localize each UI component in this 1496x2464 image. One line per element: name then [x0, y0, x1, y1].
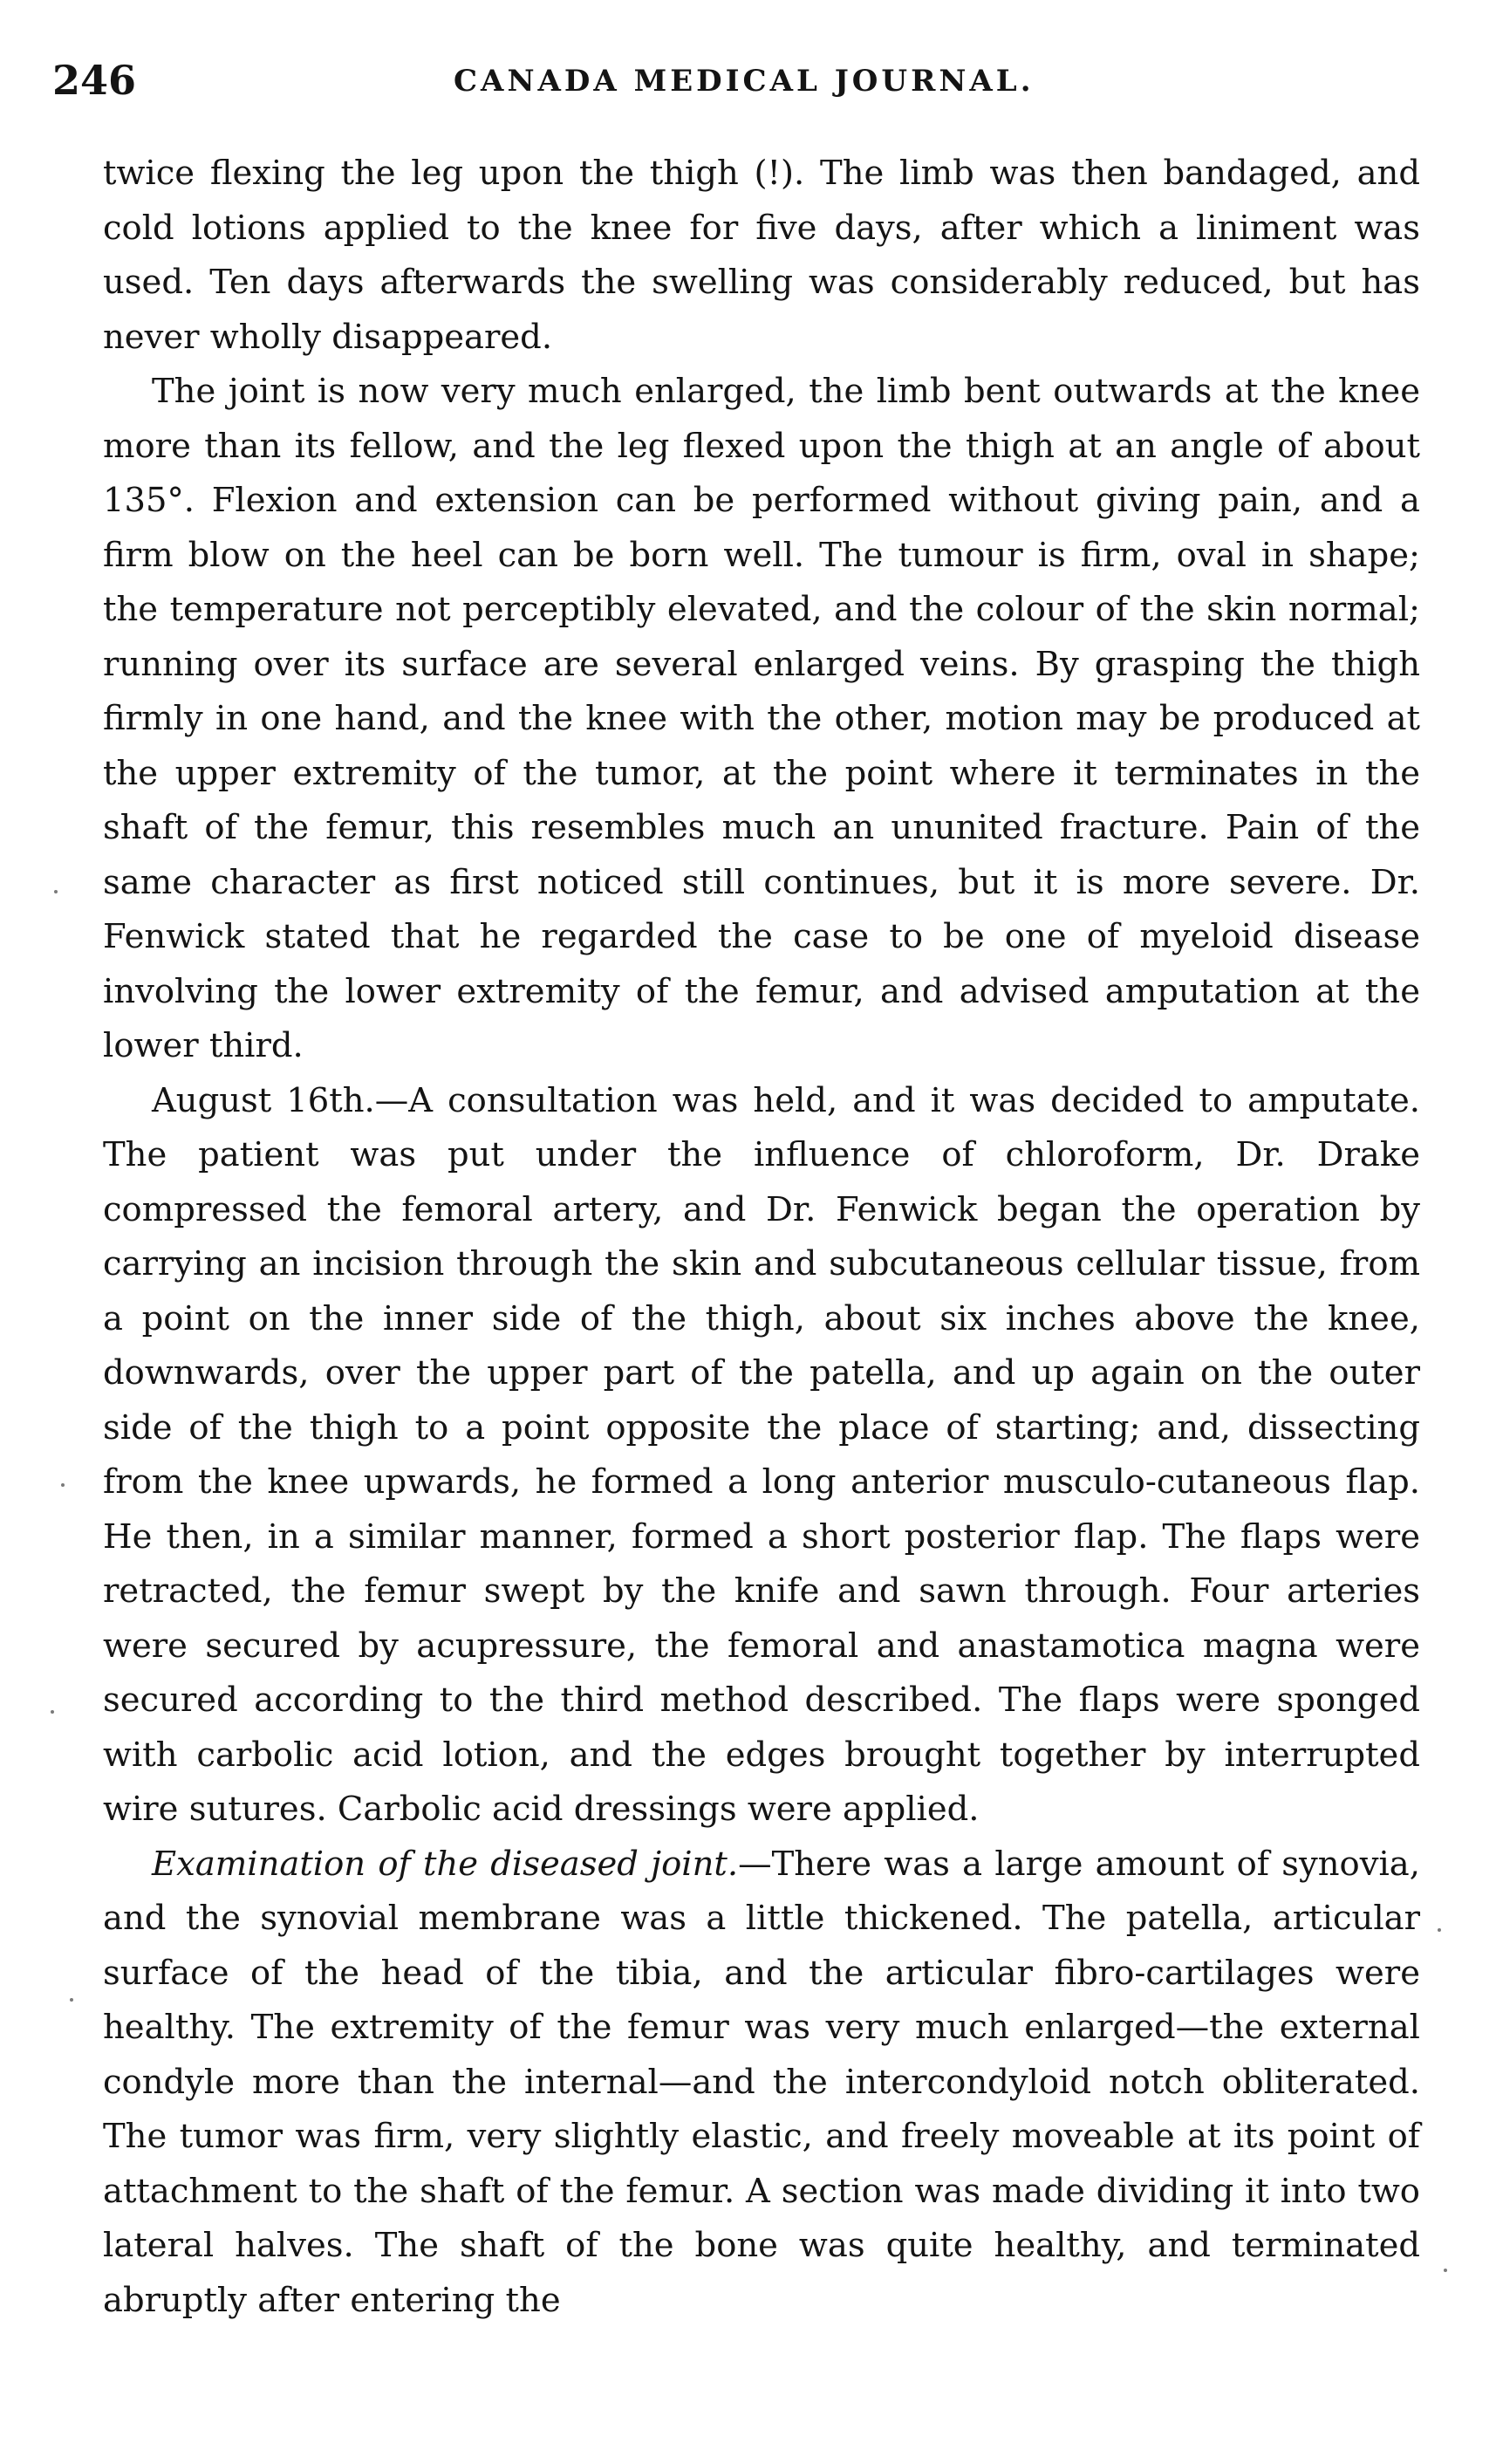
- scan-speck: [1444, 2269, 1447, 2272]
- page-number: 246: [52, 57, 137, 104]
- running-title: CANADA MEDICAL JOURNAL.: [454, 64, 1035, 99]
- section-lead-heading: Examination of the diseased joint.: [152, 1844, 739, 1884]
- scan-speck: [1438, 1928, 1441, 1932]
- paragraph-operation: [103, 1074, 1420, 1838]
- paragraph-text: —There was a large amount of synovia, and the synovial membrane was a little thickened. The patella, articular surface of the head of the tibia, and the articular fibro-cartilages were healthy. The extremity of the femur was very much enlarged—the external condyle more than the internal—and the intercondyloid notch obliterated. The tumor was firm, very slightly elastic, and freely moveable at its point of attachment to the shaft of the femur. A section was made dividing it into two lateral halves. The shaft of the bone was quite healthy, and terminated abruptly after entering the: [103, 1844, 1420, 2320]
- paragraph-text: twice flexing the leg upon the thigh (!). The limb was then bandaged, and cold lotions applied to the knee for five days, after which a liniment was used. Ten days afterwards the swelling was considerably reduced, but has never wholly disappeared.: [103, 154, 1420, 357]
- scan-speck: [54, 890, 58, 893]
- scan-speck: [61, 1483, 65, 1487]
- paragraph-text: The joint is now very much enlarged, the limb bent outwards at the knee more than its fellow, and the leg flexed upon the thigh at an angle of about 135°. Flexion and extension can be performed without giving pain, and a firm blow on the heel can be born well. The tumour is firm, oval in shape; the temperature not perceptibly elevated, and the colour of the skin normal; running over its surface are several enlarged veins. By grasping the thigh firmly in one hand, and the knee with the other, motion may be produced at the upper extremity of the tumor, at the point where it terminates in the shaft of the femur, this resembles much an ununited fracture. Pain of the same character as first noticed still continues, but it is more severe. Dr. Fenwick stated that he regarded the case to be one of myeloid disease involving the lower extremity of the femur, and advised amputation at the lower third.: [103, 372, 1420, 1065]
- article-body: [103, 147, 1420, 2328]
- paragraph-text: August 16th.—A consultation was held, and it was decided to amputate. The patient was put under the influence of chloroform, Dr. Drake compressed the femoral artery, and Dr. Fenwick began the operation by carrying an incision through the skin and subcutaneous cellular tissue, from a point on the inner side of the thigh, about six inches above the knee, downwards, over the upper part of the patella, and up again on the outer side of the thigh to a point opposite the place of starting; and, dissecting from the knee upwards, he formed a long anterior musculo-cutaneous flap. He then, in a similar manner, formed a short posterior flap. The flaps were retracted, the femur swept by the knife and sawn through. Four arteries were secured by acupressure, the femoral and anastamotica magna were secured according to the third method described. The flaps were sponged with carbolic acid lotion, and the edges brought together by interrupted wire sutures. Carbolic acid dressings were applied.: [103, 1080, 1420, 1829]
- paragraph-continuation: [103, 147, 1420, 365]
- scan-speck: [70, 1998, 73, 2002]
- paragraph-joint-description: [103, 365, 1420, 1074]
- paragraph-examination: [103, 1838, 1420, 2329]
- scan-speck: [51, 1710, 54, 1714]
- page-header: [52, 54, 1431, 106]
